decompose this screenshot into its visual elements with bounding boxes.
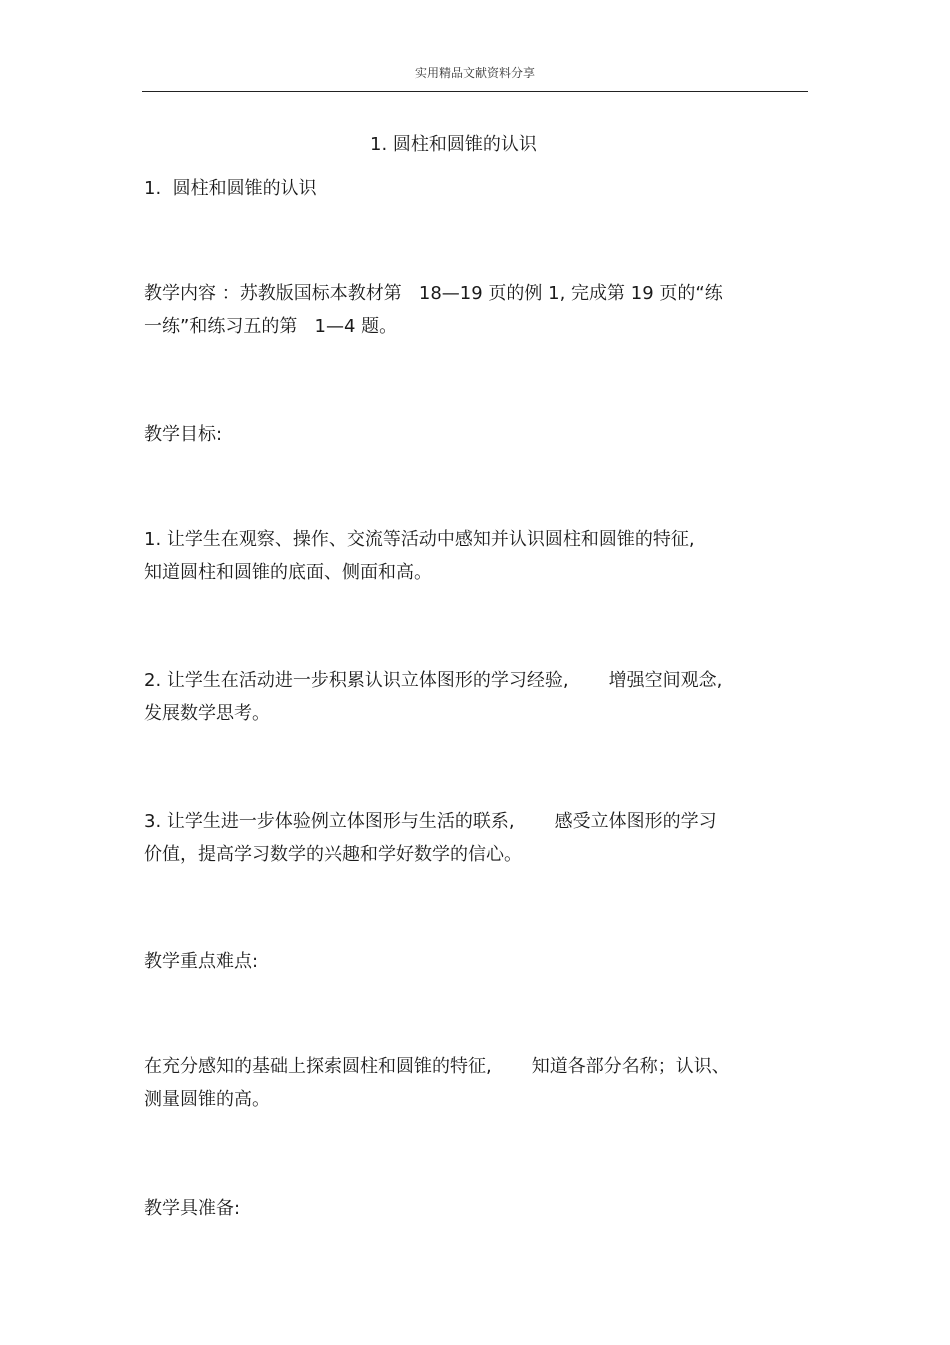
objectives-heading-text: 教学目标: bbox=[144, 424, 223, 445]
document-title: 1. 圆柱和圆锥的认识 bbox=[370, 134, 537, 155]
keypoints-heading bbox=[144, 945, 810, 978]
objective-3-paragraph bbox=[144, 805, 810, 871]
objective-1-paragraph bbox=[144, 523, 810, 589]
objective-3-line-2: 价值，提高学习数学的兴趣和学好数学的信心。 bbox=[144, 844, 522, 865]
keypoints-line-1: 在充分感知的基础上探索圆柱和圆锥的特征, 知道各部分名称；认识、 bbox=[144, 1056, 730, 1077]
keypoints-line-2: 测量圆锥的高。 bbox=[144, 1089, 270, 1110]
objective-1-line-2: 知道圆柱和圆锥的底面、侧面和高。 bbox=[144, 562, 432, 583]
objective-2-line-2: 发展数学思考。 bbox=[144, 703, 270, 724]
objective-3-line-1: 3. 让学生进一步体验例立体图形与生活的联系, 感受立体图形的学习 bbox=[144, 811, 717, 832]
materials-heading bbox=[144, 1192, 810, 1225]
section-subtitle bbox=[144, 172, 810, 205]
teaching-content-line-2: 一练”和练习五的第 1—4 题。 bbox=[144, 316, 398, 337]
objective-2-paragraph bbox=[144, 664, 810, 730]
page-header: 实用精品文献资料分享 bbox=[414, 66, 535, 80]
teaching-content-paragraph bbox=[144, 277, 810, 343]
keypoints-paragraph bbox=[144, 1050, 810, 1116]
objective-1-line-1: 1. 让学生在观察、操作、交流等活动中感知并认识圆柱和圆锥的特征, bbox=[144, 529, 695, 550]
objectives-heading bbox=[144, 418, 810, 451]
keypoints-heading-text: 教学重点难点: bbox=[144, 951, 259, 972]
teaching-content-line-1: 教学内容 ：苏教版国标本教材第 18—19 页的例 1, 完成第 19 页的“练 bbox=[144, 283, 723, 304]
objective-2-line-1: 2. 让学生在活动进一步积累认识立体图形的学习经验, 增强空间观念, bbox=[144, 670, 723, 691]
header-divider bbox=[142, 91, 808, 92]
subtitle-text: 1. 圆柱和圆锥的认识 bbox=[144, 178, 317, 199]
materials-heading-text: 教学具准备: bbox=[144, 1198, 241, 1219]
